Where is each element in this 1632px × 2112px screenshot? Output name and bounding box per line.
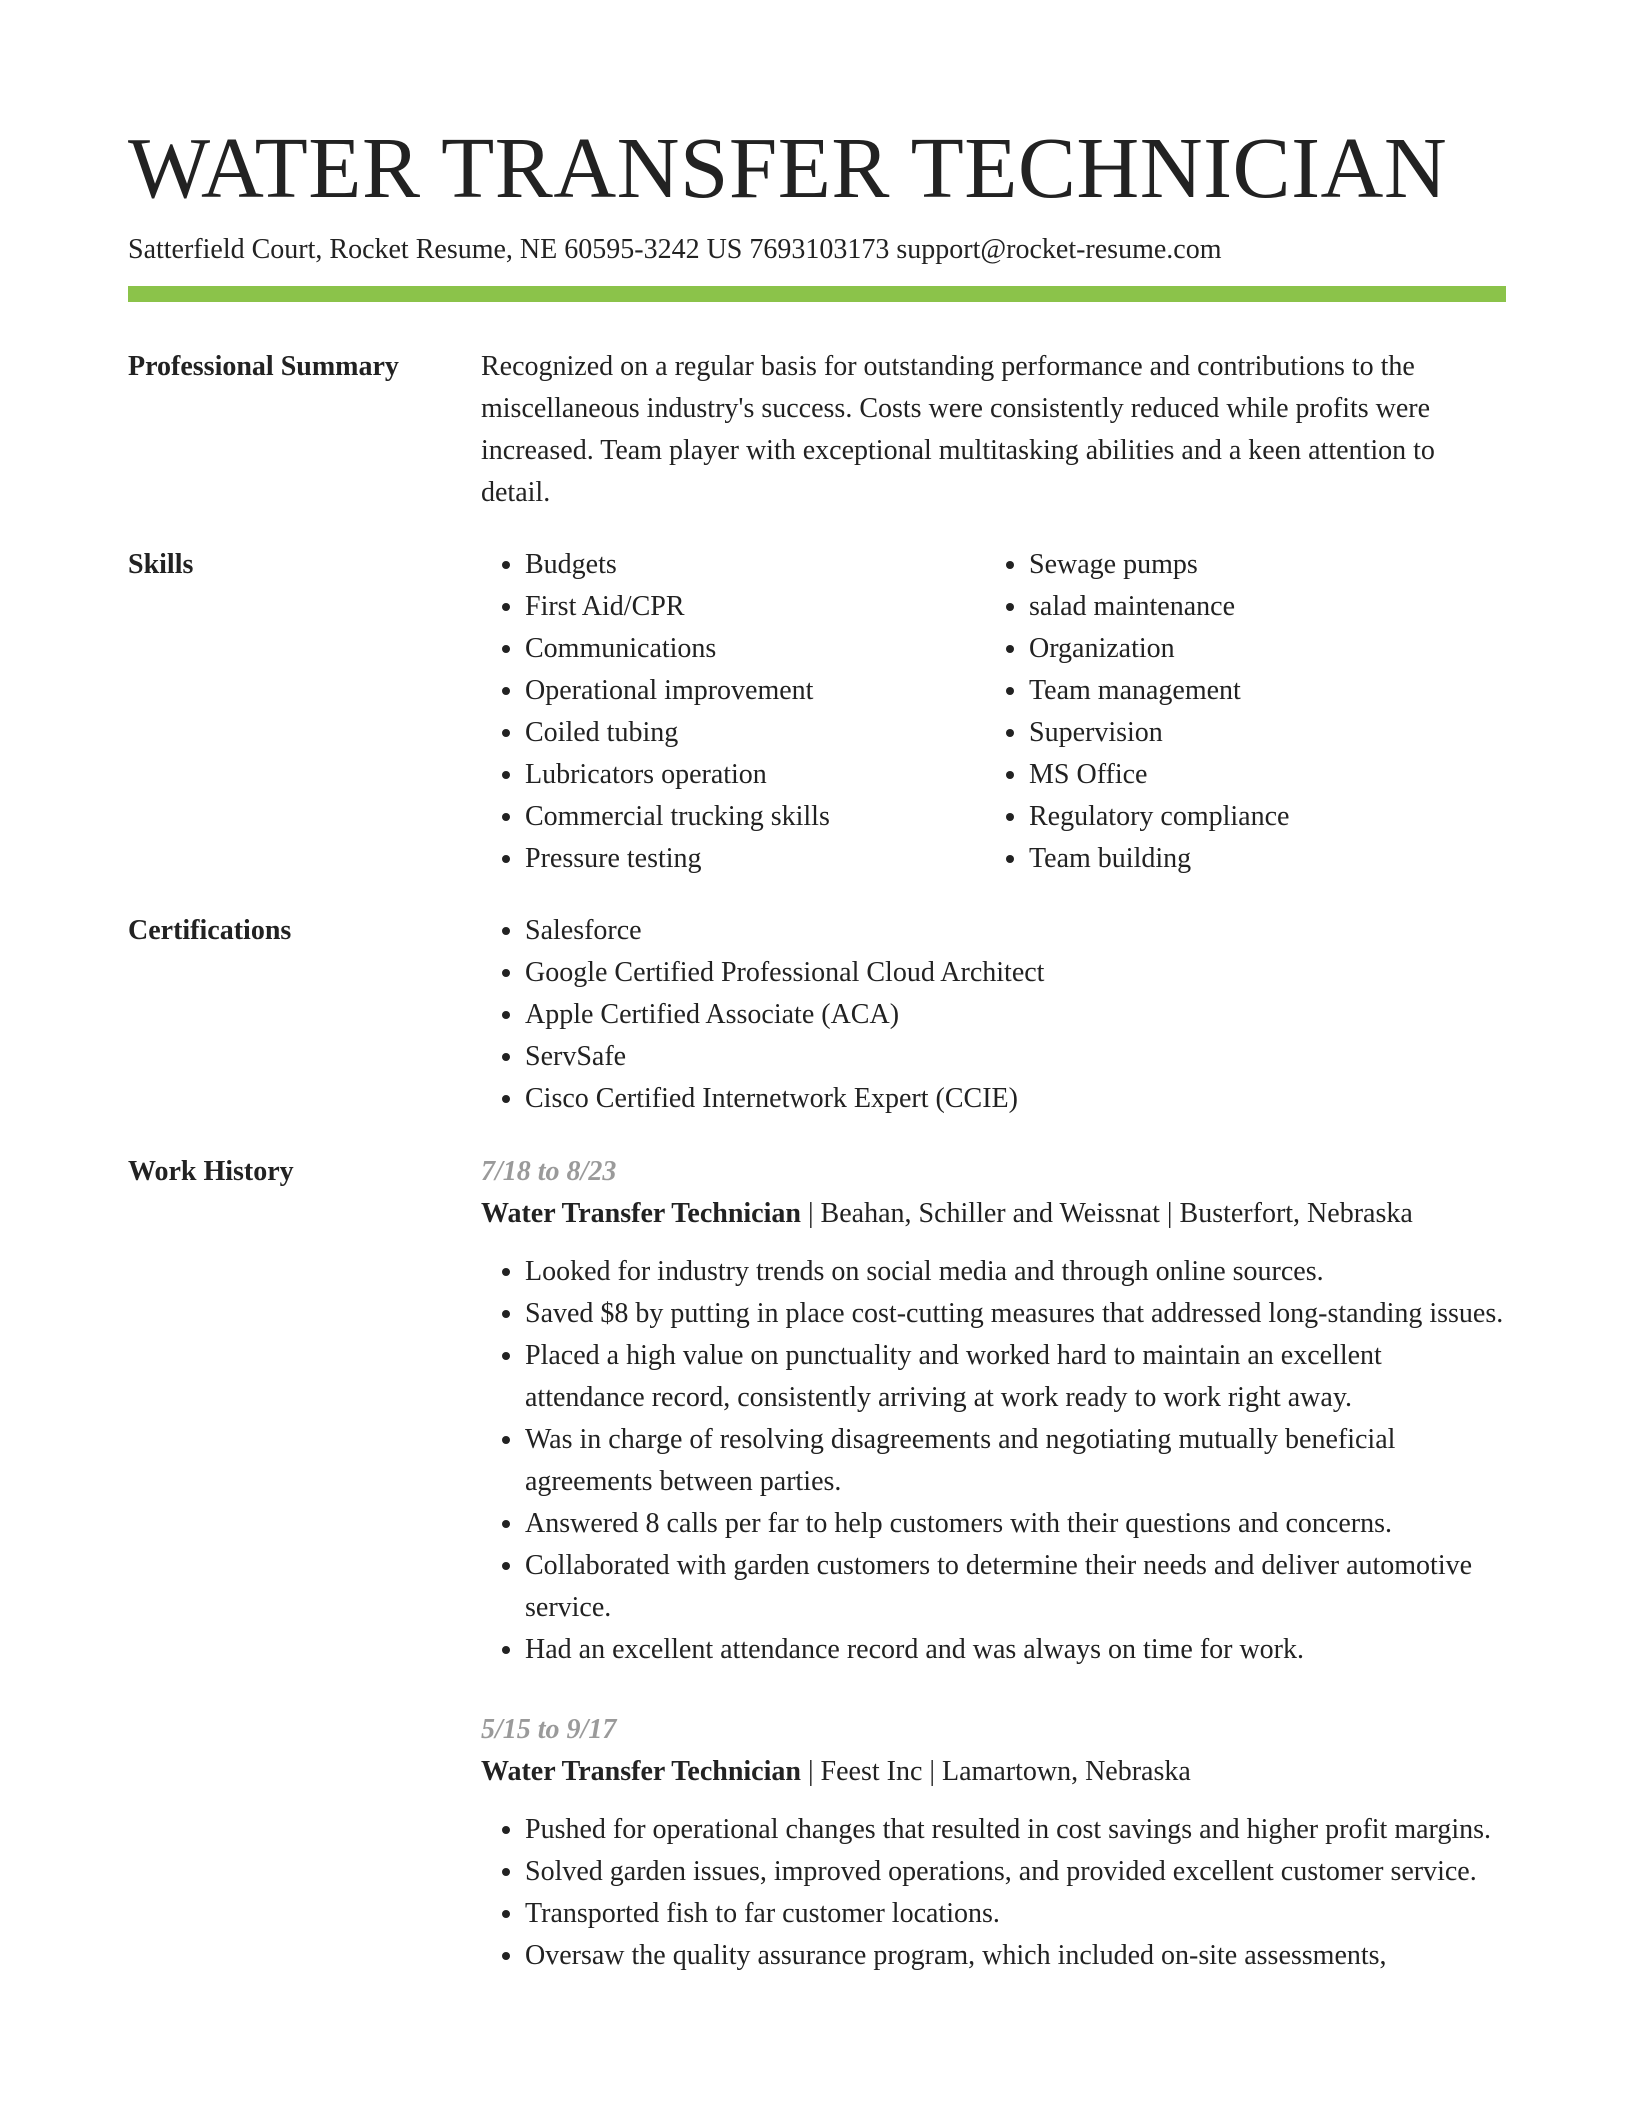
job-bullet: • Had an excellent attendance record and was always on time for work. <box>525 1629 1506 1671</box>
job-employer-location: | Beahan, Schiller and Weissnat | Busterfort, Nebraska <box>800 1198 1413 1229</box>
job-bullet: • Oversaw the quality assurance program, which included on-site assessments, <box>525 1935 1506 1977</box>
job-dates: 5/15 to 9/17 <box>481 1714 617 1745</box>
job-bullet: • Solved garden issues, improved operations, and provided excellent customer service. <box>525 1851 1506 1893</box>
job-bullets <box>481 1251 1506 1671</box>
skill-item: • Organization <box>1029 628 1549 670</box>
summary-body <box>481 346 1506 514</box>
job-heading <box>481 1751 1506 1793</box>
contact-line: Satterfield Court, Rocket Resume, NE 60595-3242 US 7693103173 support@rocket-resume.com <box>128 234 1222 265</box>
job-title: Water Transfer Technician <box>481 1756 801 1787</box>
job-bullet: • Transported fish to far customer locations. <box>525 1893 1506 1935</box>
skills-heading: Skills <box>128 549 194 580</box>
skill-item: • Communications <box>525 628 985 670</box>
skill-item: • salad maintenance <box>1029 586 1549 628</box>
job-dates: 7/18 to 8/23 <box>481 1156 617 1187</box>
certification-item: • Google Certified Professional Cloud Architect <box>525 952 1506 994</box>
skill-item: • Sewage pumps <box>1029 544 1549 586</box>
skills-list-left <box>481 544 985 880</box>
job-employer-location: | Feest Inc | Lamartown, Nebraska <box>800 1756 1191 1787</box>
skill-item: • Coiled tubing <box>525 712 985 754</box>
summary-text: Recognized on a regular basis for outstanding performance and contributions to the miscellaneous industry's success. Costs were consistently reduced while profits were increased. Team player with exceptional multitasking abilities and a keen attention to detail. <box>481 351 1435 508</box>
summary-heading: Professional Summary <box>128 351 399 382</box>
job-title: Water Transfer Technician <box>481 1198 801 1229</box>
job-entry <box>481 1709 1506 1977</box>
skill-item: • Commercial trucking skills <box>525 796 985 838</box>
certifications-body <box>481 910 1506 1120</box>
certification-item: • Salesforce <box>525 910 1506 952</box>
skill-item: • Pressure testing <box>525 838 985 880</box>
skill-item: • Budgets <box>525 544 985 586</box>
job-bullet: • Looked for industry trends on social media and through online sources. <box>525 1251 1506 1293</box>
certification-item: • ServSafe <box>525 1036 1506 1078</box>
job-bullet: • Placed a high value on punctuality and worked hard to maintain an excellent attendance record, consistently arriving at work ready to work right away. <box>525 1335 1506 1419</box>
skill-item: • Team building <box>1029 838 1549 880</box>
job-bullet: • Answered 8 calls per far to help customers with their questions and concerns. <box>525 1503 1506 1545</box>
certifications-heading: Certifications <box>128 915 292 946</box>
job-heading <box>481 1193 1506 1235</box>
skill-item: • Regulatory compliance <box>1029 796 1549 838</box>
job-bullet: • Pushed for operational changes that resulted in cost savings and higher profit margins. <box>525 1809 1506 1851</box>
skill-item: • Supervision <box>1029 712 1549 754</box>
certification-item: • Apple Certified Associate (ACA) <box>525 994 1506 1036</box>
skill-item: • Lubricators operation <box>525 754 985 796</box>
certification-item: • Cisco Certified Internetwork Expert (CCIE) <box>525 1078 1506 1120</box>
skill-item: • Operational improvement <box>525 670 985 712</box>
certifications-list <box>481 910 1506 1120</box>
job-bullet: • Saved $8 by putting in place cost-cutting measures that addressed long-standing issues. <box>525 1293 1506 1335</box>
job-bullet: • Was in charge of resolving disagreements and negotiating mutually beneficial agreements between parties. <box>525 1419 1506 1503</box>
skill-item: • MS Office <box>1029 754 1549 796</box>
resume-title: WATER TRANSFER TECHNICIAN <box>128 119 1448 216</box>
work-history-body <box>481 1151 1506 2015</box>
skill-item: • First Aid/CPR <box>525 586 985 628</box>
header-divider <box>128 286 1506 302</box>
job-entry <box>481 1151 1506 1671</box>
work-history-heading: Work History <box>128 1156 294 1187</box>
job-bullets <box>481 1809 1506 1977</box>
skills-body <box>481 544 1506 884</box>
job-bullet: • Collaborated with garden customers to determine their needs and deliver automotive service. <box>525 1545 1506 1629</box>
skills-list-right <box>985 544 1549 880</box>
skill-item: • Team management <box>1029 670 1549 712</box>
